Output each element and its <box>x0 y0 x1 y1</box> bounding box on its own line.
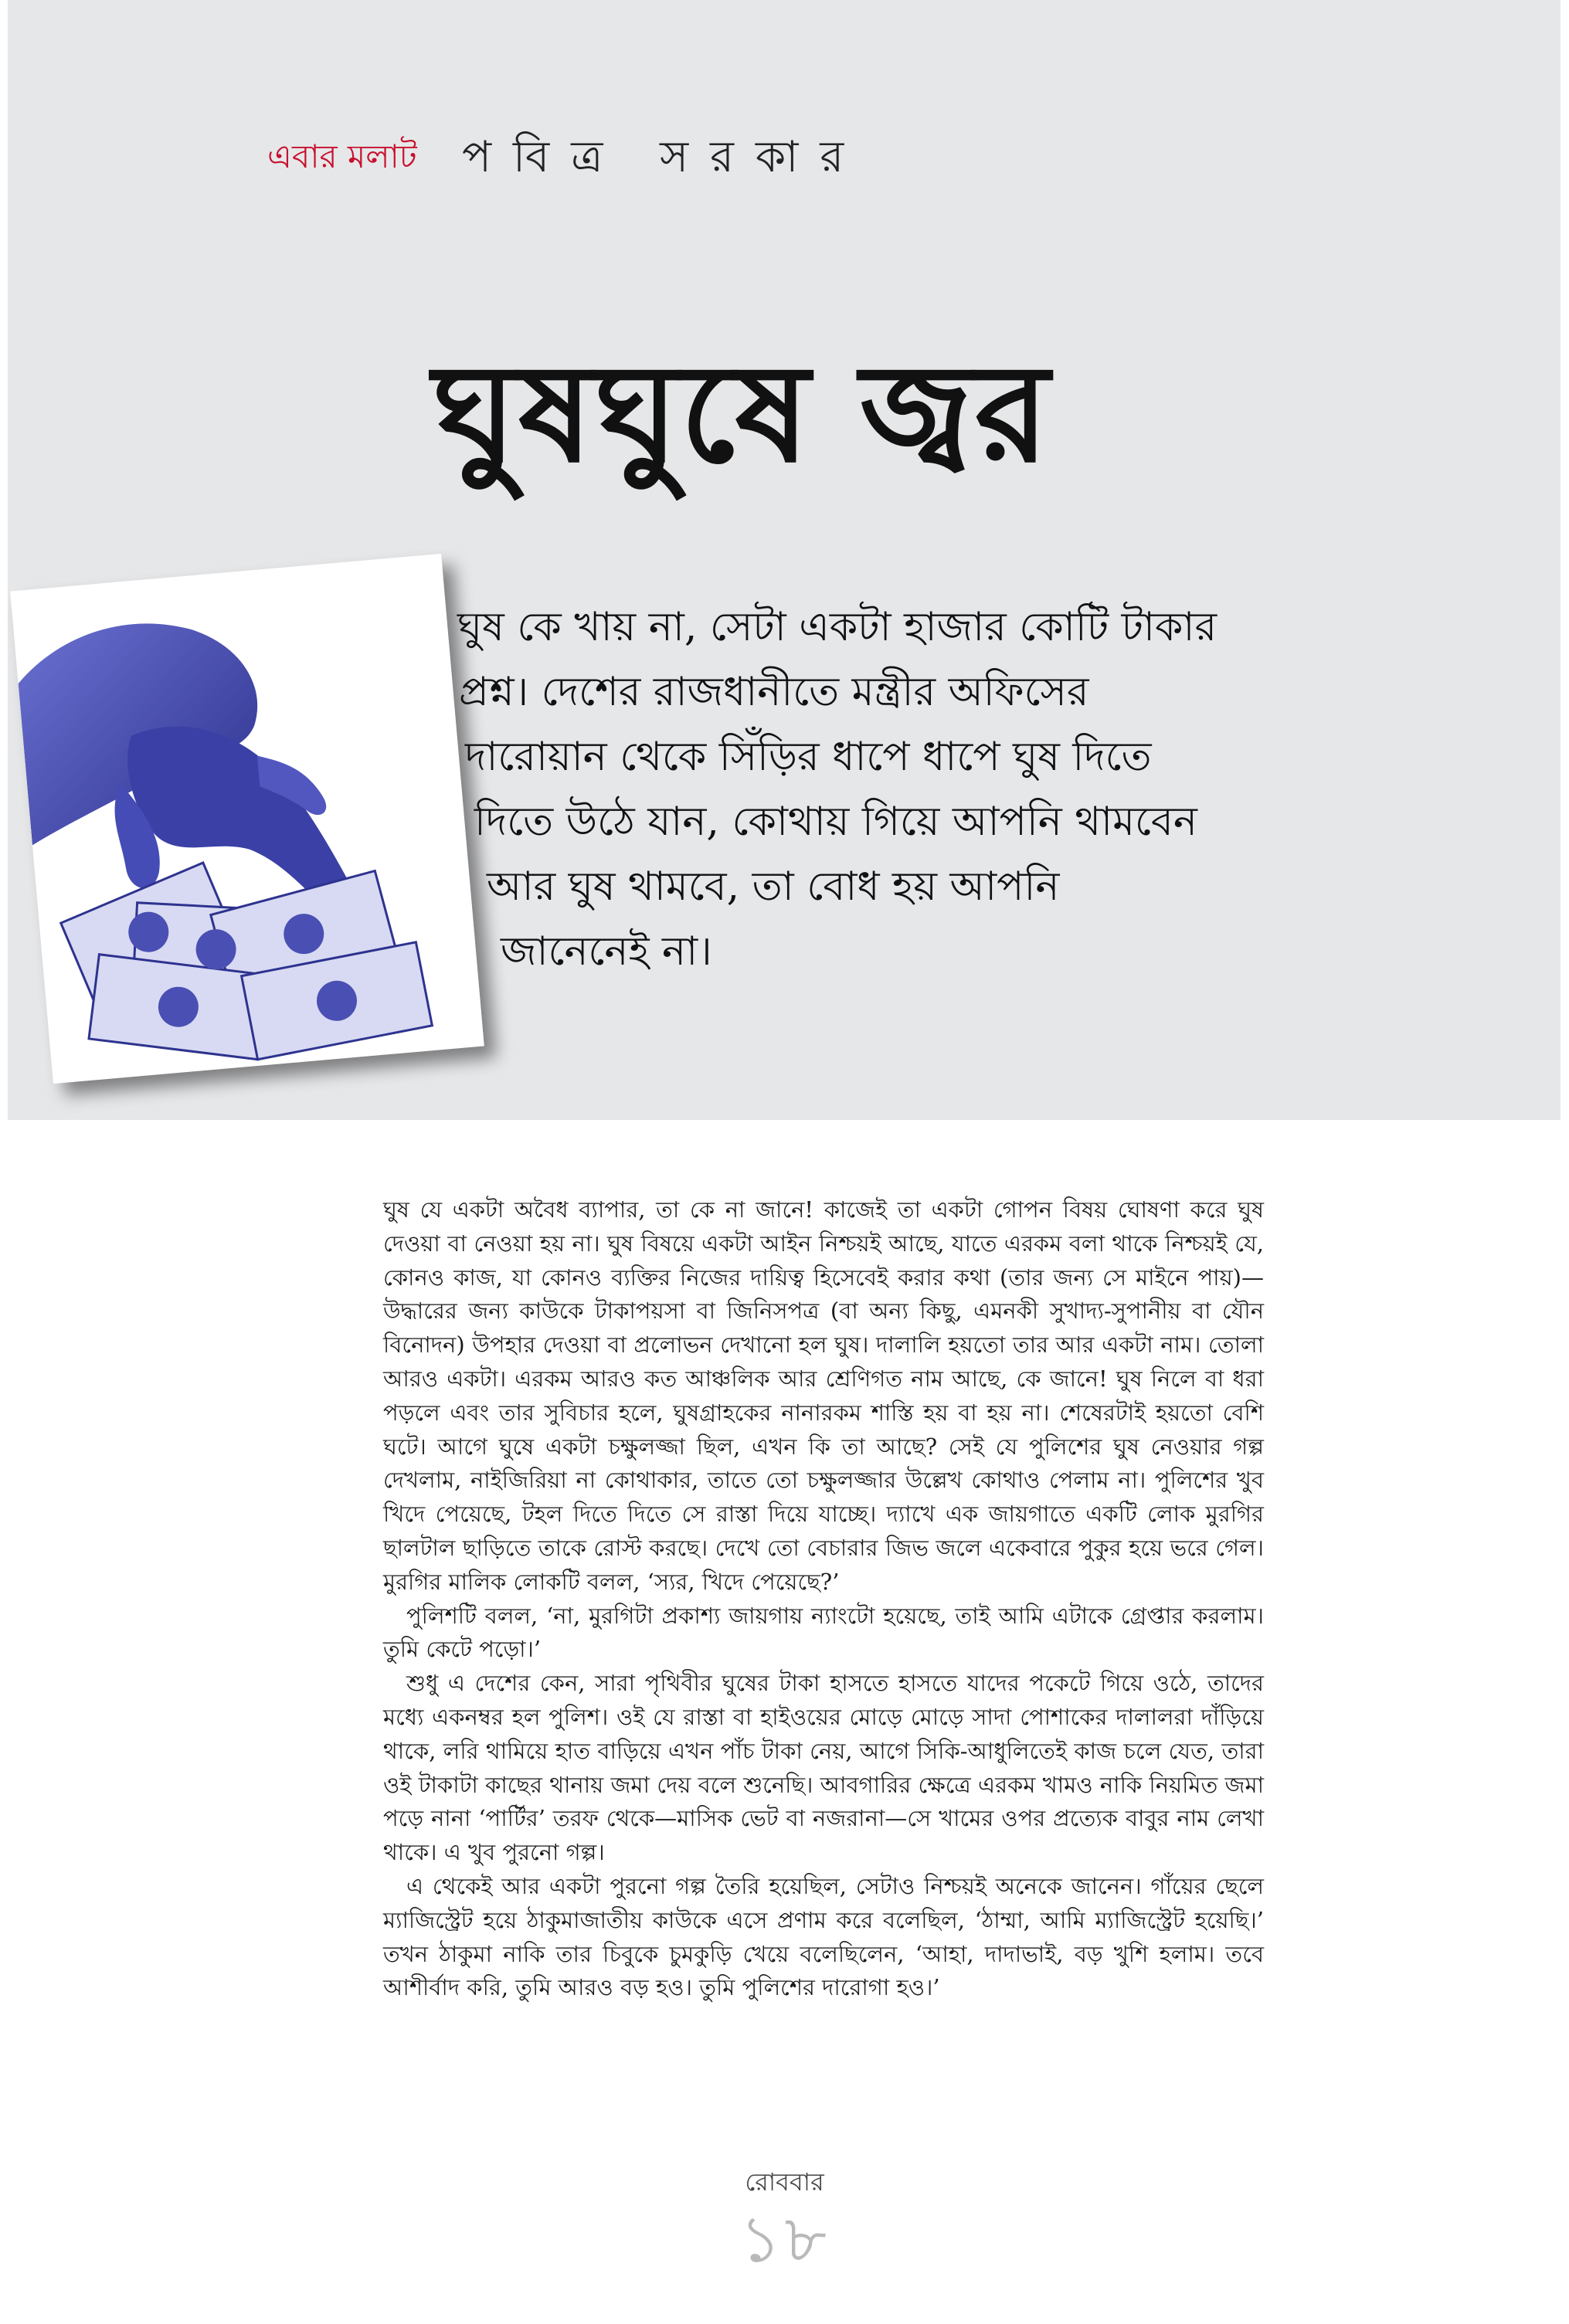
article-paragraph: শুধু এ দেশের কেন, সারা পৃথিবীর ঘুষের টাকা হাসতে হাসতে যাদের পকেটে গিয়ে ওঠে, তাদের মধ্যে একনম্বর হল পুলিশ। ওই যে রাস্তা বা হাইওয়ের মোড়ে মোড়ে সাদা পোশাকের দালালরা দাঁড়িয়ে থাকে, লরি থামিয়ে হাত বাড়িয়ে এখন পাঁচ টাকা নেয়, আগে সিকি-আধুলিতেই কাজ চলে যেত, তারা ওই টাকাটা কাছের থানায় জমা দেয় বলে শুনেছি। আবগারির ক্ষেত্রে এরকম খামও নাকি নিয়মিত জমা পড়ে নানা ‘পার্টির’ তরফ থেকে—মাসিক ভেট বা নজরানা—সে খামের ওপর প্রত্যেক বাবুর নাম লেখা থাকে। এ খুব পুরনো গল্প। <box>383 1670 1264 1866</box>
page-number: ১৮ <box>739 2201 830 2277</box>
bribe-hand-image <box>10 554 484 1084</box>
hand-with-dollars-icon <box>10 554 484 1084</box>
intro-line: আর ঘুষ থামবে, তা বোধ হয় আপনি <box>487 863 1060 910</box>
article-paragraph: পুলিশটি বলল, ‘না, মুরগিটা প্রকাশ্য জায়গায় ন্যাংটো হয়েছে, তাই আমি এটাকে গ্রেপ্তার করলাম। তুমি কেটে পড়ো।’ <box>383 1602 1264 1663</box>
section-tag: এবার মলাট <box>267 137 417 175</box>
intro-line: ঘুষ কে খায় না, সেটা একটা হাজার কোটি টাকার <box>457 604 1218 650</box>
intro-line: প্রশ্ন। দেশের রাজধানীতে মন্ত্রীর অফিসের <box>459 669 1089 715</box>
intro-line: দিতে উঠে যান, কোথায় গিয়ে আপনি থামবেন <box>474 799 1197 845</box>
article-paragraph: এ থেকেই আর একটা পুরনো গল্প তৈরি হয়েছিল, সেটাও নিশ্চয়ই অনেকে জানেন। গাঁয়ের ছেলে ম্যাজিস্ট্রেট হয়ে ঠাকুমাজাতীয় কাউকে এসে প্রণাম করে বলেছিল, ‘ঠাম্মা, আমি ম্যাজিস্ট্রেট হয়েছি।’ তখন ঠাকুমা নাকি তার চিবুকে চুমকুড়ি খেয়ে বলেছিলেন, ‘আহা, দাদাভাই, বড় খুশি হলাম। তবে আশীর্বাদ করি, তুমি আরও বড় হও। তুমি পুলিশের দারোগা হও।’ <box>383 1872 1264 2001</box>
intro-line: জানেনেই না। <box>501 928 712 975</box>
magazine-name: রোববার <box>745 2167 824 2197</box>
author-name: পবিত্র সরকার <box>462 132 866 182</box>
headline: ঘুষঘুষে জ্বর <box>433 333 1051 493</box>
article-body <box>383 1193 1264 2005</box>
article-paragraph: ঘুষ যে একটা অবৈধ ব্যাপার, তা কে না জানে! কাজেই তা একটা গোপন বিষয় ঘোষণা করে ঘুষ দেওয়া বা নেওয়া হয় না। ঘুষ বিষয়ে একটা আইন নিশ্চয়ই আছে, যাতে এরকম বলা থাকে নিশ্চয়ই যে, কোনও কাজ, যা কোনও ব্যক্তির নিজের দায়িত্ব হিসেবেই করার কথা (তার জন্য সে মাইনে পায়)—উদ্ধারের জন্য কাউকে টাকাপয়সা বা জিনিসপত্র (বা অন্য কিছু, এমনকী সুখাদ্য-সুপানীয় বা যৌন বিনোদন) উপহার দেওয়া বা প্রলোভন দেখানো হল ঘুষ। দালালি হয়তো তার আর একটা নাম। তোলা আরও একটা। এরকম আরও কত আঞ্চলিক আর শ্রেণিগত নাম আছে, কে জানে! ঘুষ নিলে বা ধরা পড়লে এবং তার সুবিচার হলে, ঘুষগ্রাহকের নানারকম শাস্তি হয় বা হয় না। শেষেরটাই হয়তো বেশি ঘটে। আগে ঘুষে একটা চক্ষুলজ্জা ছিল, এখন কি তা আছে? সেই যে পুলিশের ঘুষ নেওয়ার গল্প দেখলাম, নাইজিরিয়া না কোথাকার, তাতে তো চক্ষুলজ্জার উল্লেখ কোথাও পেলাম না। পুলিশের খুব খিদে পেয়েছে, টহল দিতে দিতে সে রাস্তা দিয়ে যাচ্ছে। দ্যাখে এক জায়গাতে একটি লোক মুরগির ছালটাল ছাড়িতে তাকে রোস্ট করছে। দেখে তো বেচারার জিভ জলে একেবারে পুকুর হয়ে ভরে গেল। মুরগির মালিক লোকটি বলল, ‘স্যর, খিদে পেয়েছে?’ <box>383 1196 1264 1595</box>
intro-line: দারোয়ান থেকে সিঁড়ির ধাপে ধাপে ঘুষ দিতে <box>465 734 1152 780</box>
intro-blurb <box>457 595 1307 984</box>
